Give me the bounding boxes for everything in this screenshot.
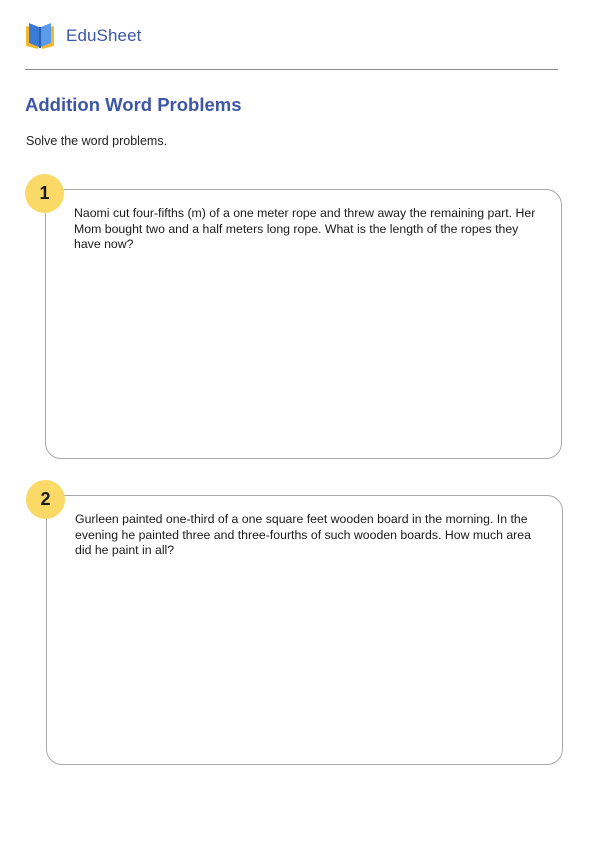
header-divider (25, 69, 558, 70)
worksheet-title: Addition Word Problems (25, 94, 242, 115)
brand-name: EduSheet (66, 26, 142, 45)
problem-box-2 (46, 495, 563, 765)
problem-number-badge: 1 (25, 174, 64, 213)
problem-text: Gurleen painted one-third of a one square feet wooden board in the morning. In the evening he painted three and three-fourths of such wooden boards. How much area did he paint in all? (75, 512, 531, 557)
problem-text: Naomi cut four-fifths (m) of a one meter rope and threw away the remaining part. Her Mom bought two and a half meters long rope. What is the length of the ropes they have now? (74, 206, 536, 251)
header (24, 20, 141, 52)
problem-box-1 (45, 189, 562, 459)
open-book-icon (24, 20, 56, 52)
problem-number-badge: 2 (26, 480, 65, 519)
worksheet-instructions: Solve the word problems. (26, 134, 168, 148)
